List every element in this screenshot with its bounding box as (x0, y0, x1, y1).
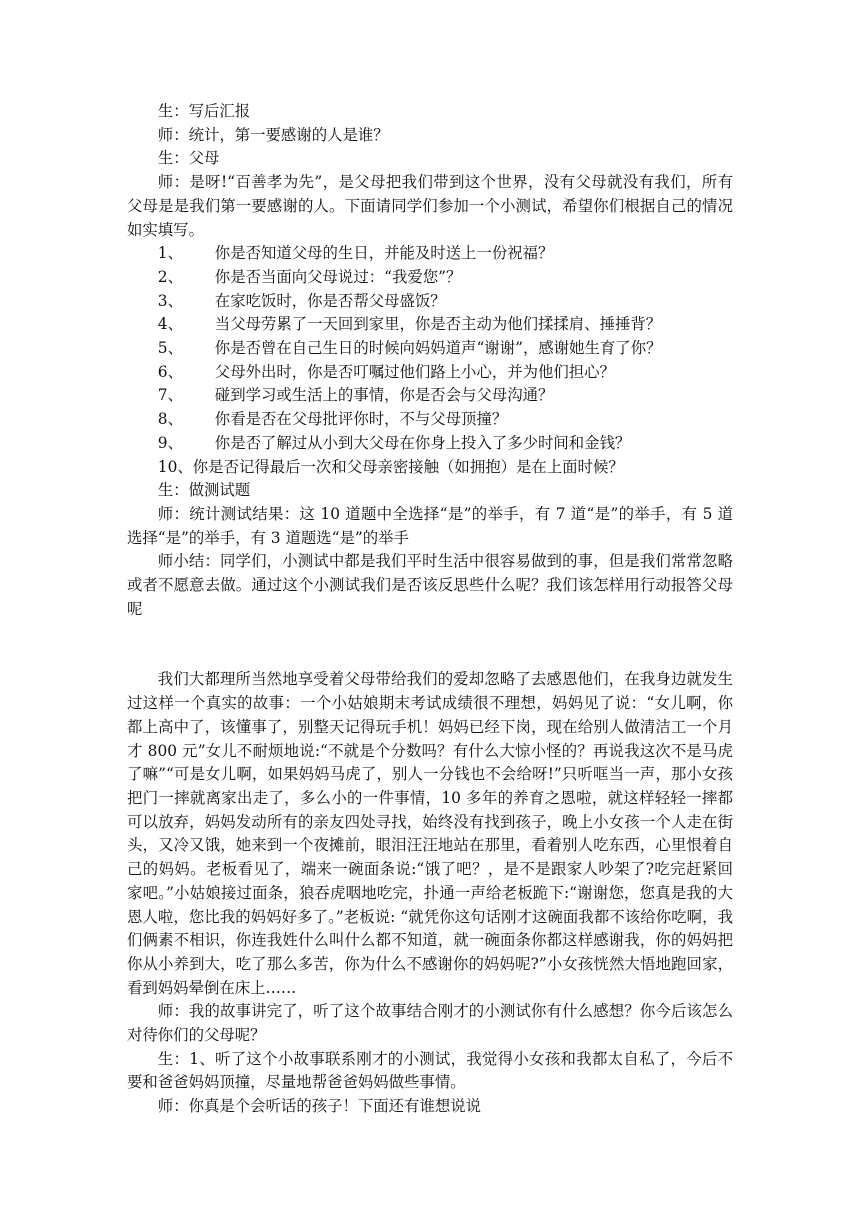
question-number: 8、 (157, 410, 183, 429)
question-text: 父母外出时，你是否叮嘱过他们路上小心，并为他们担心？ (214, 362, 615, 381)
story-paragraph: 我们大都理所当然地享受着父母带给我们的爱却忽略了去感恩他们，在我身边就发生过这样一个真实的故事：一个小姑娘期末考试成绩很不理想，妈妈见了说：“女儿啊，你都上高中了，该懂事了，别整天记得玩手机！妈妈已经下岗，现在给别人做清洁工一个月才 800 元”女儿不耐烦地说:“不就是个分数吗？有什么大惊小怪的？再说我这次不是马虎了嘛”“可是女儿啊，如果妈妈马虎了，别人一分钱也不会给呀!”只听哐当一声，那小女孩把门一摔就离家出走了，多么小的一件事情，10 多年的养育之恩啦，就这样轻轻一摔都可以放弃，妈妈发动所有的亲友四处寻找，始终没有找到孩子，晚上小女孩一个人走在街头，又冷又饿，她来到一个夜摊前，眼泪汪汪地站在那里，看着别人吃东西，心里恨着自己的妈妈。老板看见了，端来一碗面条说:“饿了吧？，是不是跟家人吵架了?吃完赶紧回家吧。”小姑娘接过面条，狼吞虎咽地吃完，扑通一声给老板跪下:“谢谢您，您真是我的大恩人啦，您比我的妈妈好多了。”老板说: “就凭你这句话刚才这碗面我都不该给你吃啊，我们俩素不相识，你连我姓什么叫什么都不知道，就一碗面条你都这样感谢我，你的妈妈把你从小养到大，吃了那么多苦，你为什么不感谢你的妈妈呢?”小女孩恍然大悟地跑回家，看到妈妈晕倒在床上…… (127, 670, 733, 997)
question-list (127, 242, 733, 479)
question-item (127, 361, 733, 385)
question-text: 碰到学习或生活上的事情，你是否会与父母沟通？ (214, 386, 554, 405)
question-item (127, 290, 733, 314)
teacher-question: 师：我的故事讲完了，听了这个故事结合刚才的小测试你有什么感想？你今后该怎么对待你们的父母呢？ (127, 1002, 733, 1045)
question-number: 4、 (157, 315, 183, 334)
question-number: 9、 (157, 433, 183, 452)
question-number: 3、 (157, 291, 183, 310)
question-text: 你是否知道父母的生日，并能及时送上一份祝福？ (214, 244, 554, 263)
student-answer: 生：1、听了这个小故事联系刚才的小测试，我觉得小女孩和我都太自私了，今后不要和爸爸妈妈顶撞，尽量地帮爸爸妈妈做些事情。 (127, 1049, 733, 1092)
question-text: 你是否当面向父母说过：“我爱您”？ (214, 267, 462, 286)
question-text: 你是否曾在自己生日的时候向妈妈道声“谢谢”，感谢她生育了你？ (214, 339, 662, 358)
question-number: 5、 (157, 339, 183, 358)
question-text: 你是否了解过从小到大父母在你身上投入了多少时间和金钱？ (214, 433, 631, 452)
intro-line-3: 生：父母 (157, 149, 220, 168)
question-number: 10、 (157, 457, 193, 476)
question-number: 1、 (157, 244, 183, 263)
question-item (127, 242, 733, 266)
question-item (127, 337, 733, 361)
teacher-statistics: 师：统计测试结果：这 10 道题中全选择“是”的举手，有 7 道“是”的举手，有 5 道选择“是”的举手，有 3 道题选“是”的举手 (127, 504, 733, 547)
question-number: 2、 (157, 267, 183, 286)
intro-line-2: 师：统计，第一要感谢的人是谁？ (157, 125, 389, 144)
teacher-praise: 师：你真是个会听话的孩子！下面还有谁想说说 (157, 1097, 482, 1116)
question-number: 6、 (157, 362, 183, 381)
question-text: 你是否记得最后一次和父母亲密接触（如拥抱）是在上面时候？ (192, 457, 624, 476)
student-response: 生：做测试题 (157, 481, 251, 500)
question-number: 7、 (157, 386, 183, 405)
question-text: 在家吃饭时，你是否帮父母盛饭？ (214, 291, 446, 310)
question-text: 你看是否在父母批评你时，不与父母顶撞？ (214, 410, 508, 429)
question-item (127, 313, 733, 337)
question-text: 当父母劳累了一天回到家里，你是否主动为他们揉揉肩、捶捶背？ (214, 315, 662, 334)
question-item (127, 266, 733, 290)
question-item (127, 456, 733, 480)
question-item (127, 432, 733, 456)
question-item (127, 384, 733, 408)
document-body (127, 100, 733, 1119)
paragraph-gap (127, 621, 733, 668)
teacher-summary: 师小结：同学们，小测试中都是我们平时生活中很容易做到的事，但是我们常常忽略或者不愿意去做。通过这个小测试我们是否该反思些什么呢？我们该怎样用行动报答父母呢 (127, 552, 733, 618)
intro-line-1: 生：写后汇报 (157, 102, 251, 120)
question-item (127, 408, 733, 432)
intro-paragraph: 师：是呀!“百善孝为先”，是父母把我们带到这个世界，没有父母就没有我们，所有父母是是我们第一要感谢的人。下面请同学们参加一个小测试，希望你们根据自己的情况如实填写。 (127, 173, 733, 239)
